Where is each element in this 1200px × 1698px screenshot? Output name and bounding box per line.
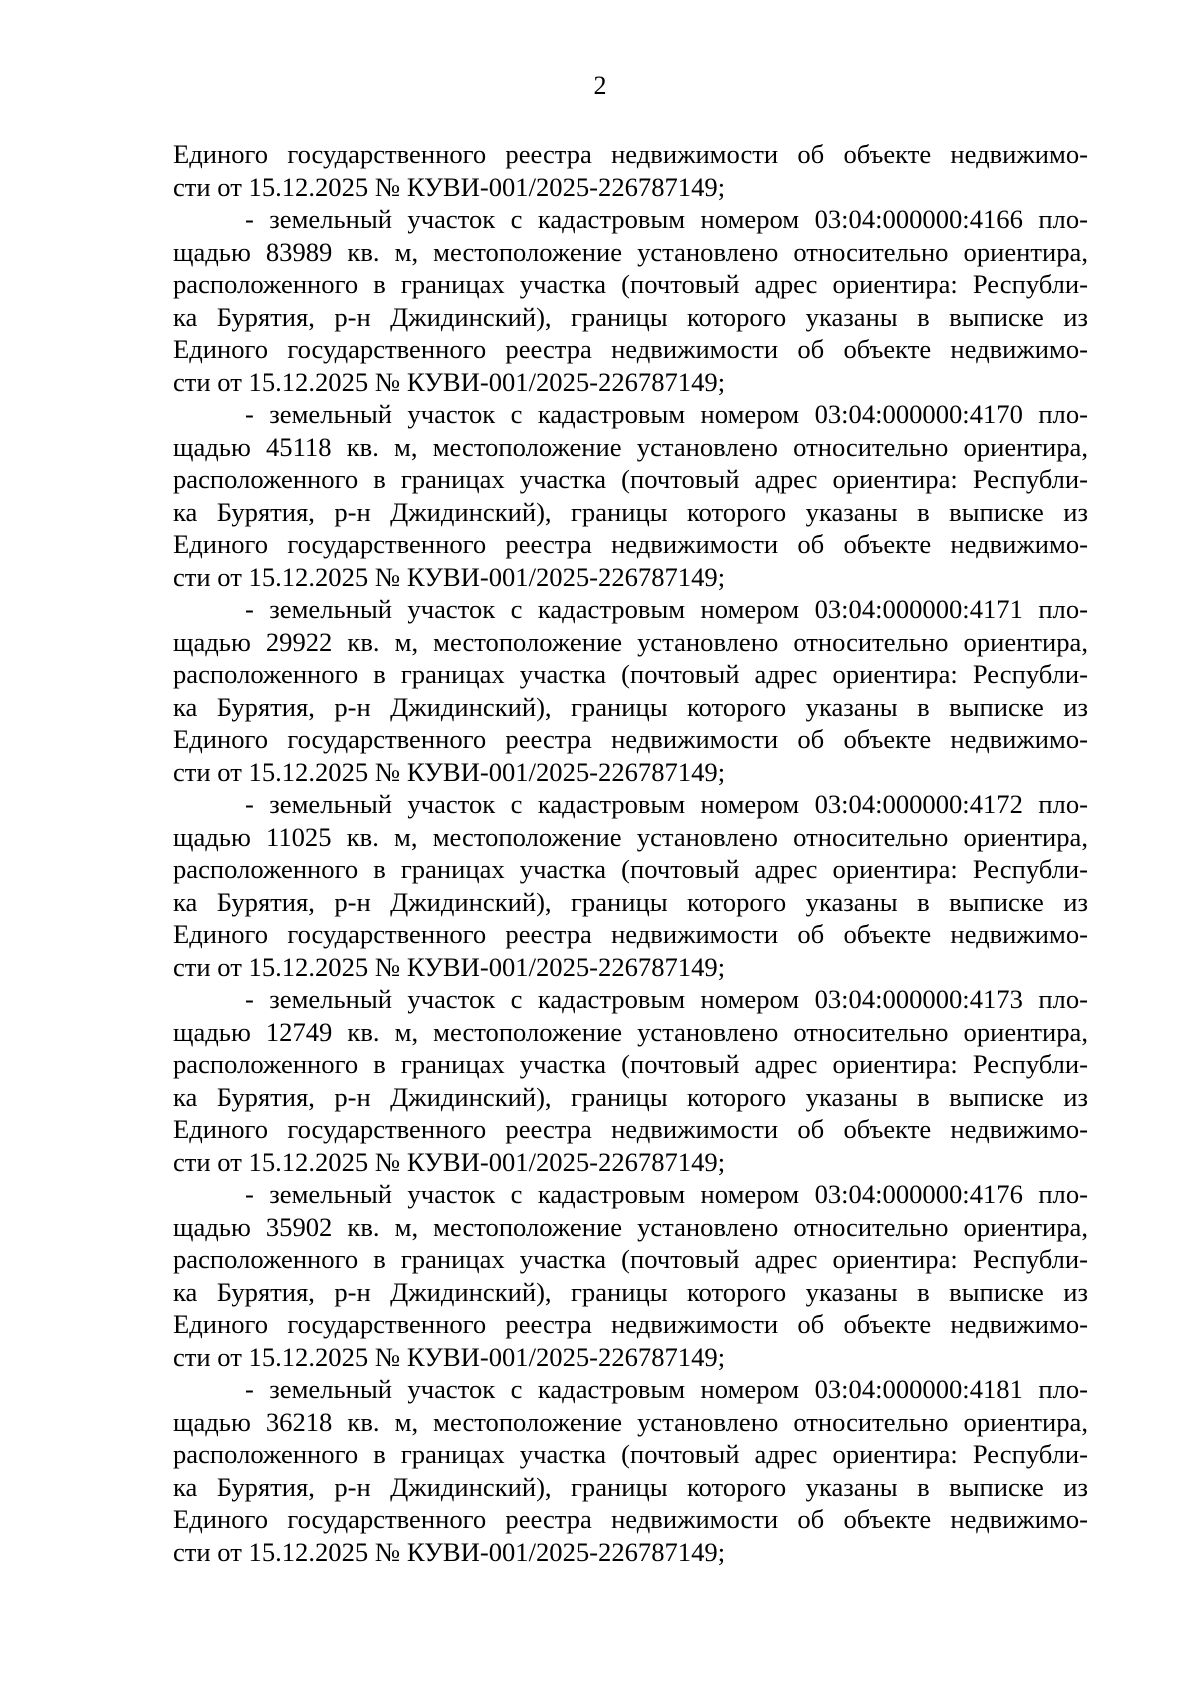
text-line: сти от 15.12.2025 № КУВИ-001/2025-226787149; xyxy=(173,561,726,592)
text-line: Единого государственного реестра недвижимости об объекте недвижимо- xyxy=(173,529,1088,559)
text-line: сти от 15.12.2025 № КУВИ-001/2025-226787149; xyxy=(173,1341,726,1372)
text-line: Единого государственного реестра недвижимости об объекте недвижимо- xyxy=(173,1309,1088,1339)
text-line: сти от 15.12.2025 № КУВИ-001/2025-226787149; xyxy=(173,171,726,202)
text-line: - земельный участок с кадастровым номером 03:04:000000:4173 пло- xyxy=(245,984,1088,1014)
document-body xyxy=(173,138,1088,1568)
land-plot-item xyxy=(173,593,1088,788)
text-line: - земельный участок с кадастровым номером 03:04:000000:4172 пло- xyxy=(245,789,1088,819)
text-line: Единого государственного реестра недвижимости об объекте недвижимо- xyxy=(173,1114,1088,1144)
text-line: расположенного в границах участка (почтовый адрес ориентира: Республи- xyxy=(173,464,1088,494)
text-line: Единого государственного реестра недвижимости об объекте недвижимо- xyxy=(173,1504,1088,1534)
text-line: - земельный участок с кадастровым номером 03:04:000000:4176 пло- xyxy=(245,1179,1088,1209)
text-line: щадью 45118 кв. м, местоположение установлено относительно ориентира, xyxy=(173,431,1088,462)
text-line: ка Бурятия, р-н Джидинский), границы которого указаны в выписке из xyxy=(173,1081,1088,1112)
land-plot-item xyxy=(173,983,1088,1178)
text-line: - земельный участок с кадастровым номером 03:04:000000:4181 пло- xyxy=(245,1374,1088,1404)
text-line: расположенного в границах участка (почтовый адрес ориентира: Республи- xyxy=(173,1439,1088,1469)
text-line: расположенного в границах участка (почтовый адрес ориентира: Республи- xyxy=(173,1244,1088,1274)
text-line: щадью 35902 кв. м, местоположение установлено относительно ориентира, xyxy=(173,1211,1088,1242)
text-line: Единого государственного реестра недвижимости об объекте недвижимо- xyxy=(173,334,1088,364)
text-line: расположенного в границах участка (почтовый адрес ориентира: Республи- xyxy=(173,854,1088,884)
text-line: щадью 12749 кв. м, местоположение установлено относительно ориентира, xyxy=(173,1016,1088,1047)
text-line: Единого государственного реестра недвижимости об объекте недвижимо- xyxy=(173,919,1088,949)
text-line: щадью 83989 кв. м, местоположение установлено относительно ориентира, xyxy=(173,236,1088,267)
text-line: ка Бурятия, р-н Джидинский), границы которого указаны в выписке из xyxy=(173,1276,1088,1307)
text-line: сти от 15.12.2025 № КУВИ-001/2025-226787149; xyxy=(173,756,726,787)
text-line: - земельный участок с кадастровым номером 03:04:000000:4166 пло- xyxy=(245,204,1088,234)
text-line: ка Бурятия, р-н Джидинский), границы которого указаны в выписке из xyxy=(173,886,1088,917)
land-plot-item xyxy=(173,1373,1088,1568)
text-line: сти от 15.12.2025 № КУВИ-001/2025-226787149; xyxy=(173,1536,726,1567)
text-line: сти от 15.12.2025 № КУВИ-001/2025-226787149; xyxy=(173,366,726,397)
text-line: Единого государственного реестра недвижимости об объекте недвижимо- xyxy=(173,724,1088,754)
text-line: - земельный участок с кадастровым номером 03:04:000000:4170 пло- xyxy=(245,399,1088,429)
text-line: ка Бурятия, р-н Джидинский), границы которого указаны в выписке из xyxy=(173,301,1088,332)
land-plot-item xyxy=(173,788,1088,983)
page-number: 2 xyxy=(593,71,607,100)
text-line: щадью 29922 кв. м, местоположение установлено относительно ориентира, xyxy=(173,626,1088,657)
text-line: сти от 15.12.2025 № КУВИ-001/2025-226787149; xyxy=(173,951,726,982)
text-line: ка Бурятия, р-н Джидинский), границы которого указаны в выписке из xyxy=(173,691,1088,722)
text-line: расположенного в границах участка (почтовый адрес ориентира: Республи- xyxy=(173,1049,1088,1079)
text-line: расположенного в границах участка (почтовый адрес ориентира: Республи- xyxy=(173,659,1088,689)
text-line: сти от 15.12.2025 № КУВИ-001/2025-226787149; xyxy=(173,1146,726,1177)
land-plot-item xyxy=(173,203,1088,398)
text-line: щадью 11025 кв. м, местоположение установлено относительно ориентира, xyxy=(173,821,1088,852)
continuation-paragraph xyxy=(173,138,1088,203)
land-plot-list xyxy=(173,203,1088,1568)
text-line: щадью 36218 кв. м, местоположение установлено относительно ориентира, xyxy=(173,1406,1088,1437)
text-line: расположенного в границах участка (почтовый адрес ориентира: Республи- xyxy=(173,269,1088,299)
text-line: ка Бурятия, р-н Джидинский), границы которого указаны в выписке из xyxy=(173,1471,1088,1502)
text-line: ка Бурятия, р-н Джидинский), границы которого указаны в выписке из xyxy=(173,496,1088,527)
land-plot-item xyxy=(173,398,1088,593)
text-line: - земельный участок с кадастровым номером 03:04:000000:4171 пло- xyxy=(245,594,1088,624)
land-plot-item xyxy=(173,1178,1088,1373)
text-line: Единого государственного реестра недвижимости об объекте недвижимо- xyxy=(173,139,1088,169)
